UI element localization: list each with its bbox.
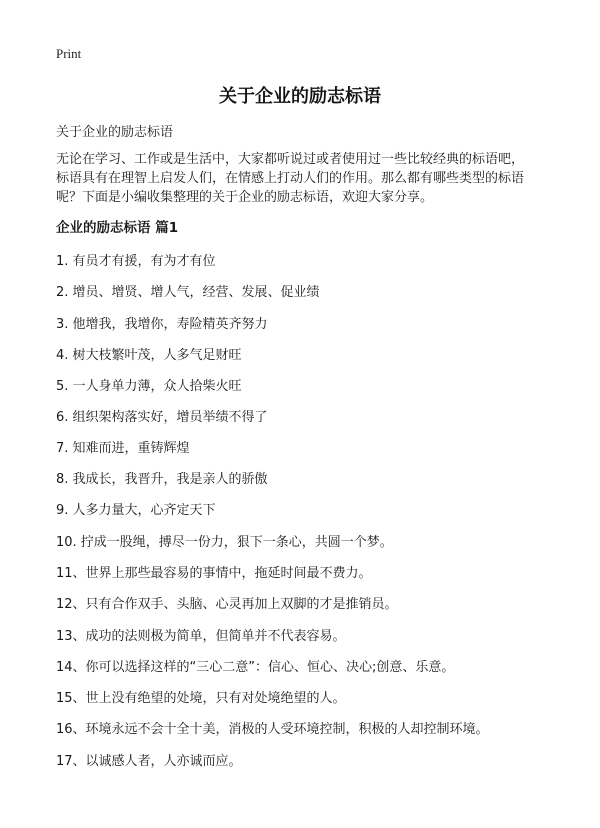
- list-item: 9. 人多力量大，心齐定天下: [56, 503, 216, 518]
- list-item: 7. 知难而进，重铸辉煌: [56, 441, 190, 456]
- intro-line: 无论在学习、工作或是生活中，大家都听说过或者使用过一些比较经典的标语吧，: [56, 152, 525, 167]
- list-item: 12、只有合作双手、头脑、心灵再加上双脚的才是推销员。: [56, 597, 398, 612]
- page-title: 关于企业的励志标语: [219, 86, 381, 107]
- list-item: 5. 一人身单力薄，众人拾柴火旺: [56, 379, 242, 394]
- print-link[interactable]: Print: [56, 46, 82, 61]
- intro-line: 呢？下面是小编收集整理的关于企业的励志标语，欢迎大家分享。: [56, 190, 434, 205]
- list-item: 10. 拧成一股绳，搏尽一份力，狠下一条心，共圆一个梦。: [56, 535, 393, 550]
- list-item: 3. 他增我，我增你，寿险精英齐努力: [56, 317, 268, 332]
- list-item: 6. 组织架构落实好，增员举绩不得了: [56, 410, 268, 425]
- list-item: 11、世界上那些最容易的事情中，拖延时间最不费力。: [56, 566, 372, 581]
- section-heading: 企业的励志标语 篇1: [56, 220, 179, 236]
- list-item: 14、你可以选择这样的“三心二意”：信心、恒心、决心;创意、乐意。: [56, 660, 455, 675]
- list-item: 13、成功的法则极为简单，但简单并不代表容易。: [56, 629, 346, 644]
- list-item: 8. 我成长，我晋升，我是亲人的骄傲: [56, 472, 268, 487]
- list-item: 2. 增员、增贤、增人气，经营、发展、促业绩: [56, 285, 320, 300]
- list-item: 15、世上没有绝望的处境，只有对处境绝望的人。: [56, 691, 346, 706]
- list-item: 16、环境永远不会十全十美，消极的人受环境控制，积极的人却控制环境。: [56, 722, 489, 737]
- document-subtitle: 关于企业的励志标语: [56, 125, 174, 140]
- intro-line: 标语具有在理智上启发人们，在情感上打动人们的作用。那么都有哪些类型的标语: [56, 171, 525, 186]
- list-item: 1. 有员才有援，有为才有位: [56, 254, 216, 269]
- intro-paragraph: [56, 150, 550, 207]
- list-item: 17、以诚感人者，人亦诚而应。: [56, 754, 242, 769]
- list-item: 4. 树大枝繁叶茂，人多气足财旺: [56, 348, 242, 363]
